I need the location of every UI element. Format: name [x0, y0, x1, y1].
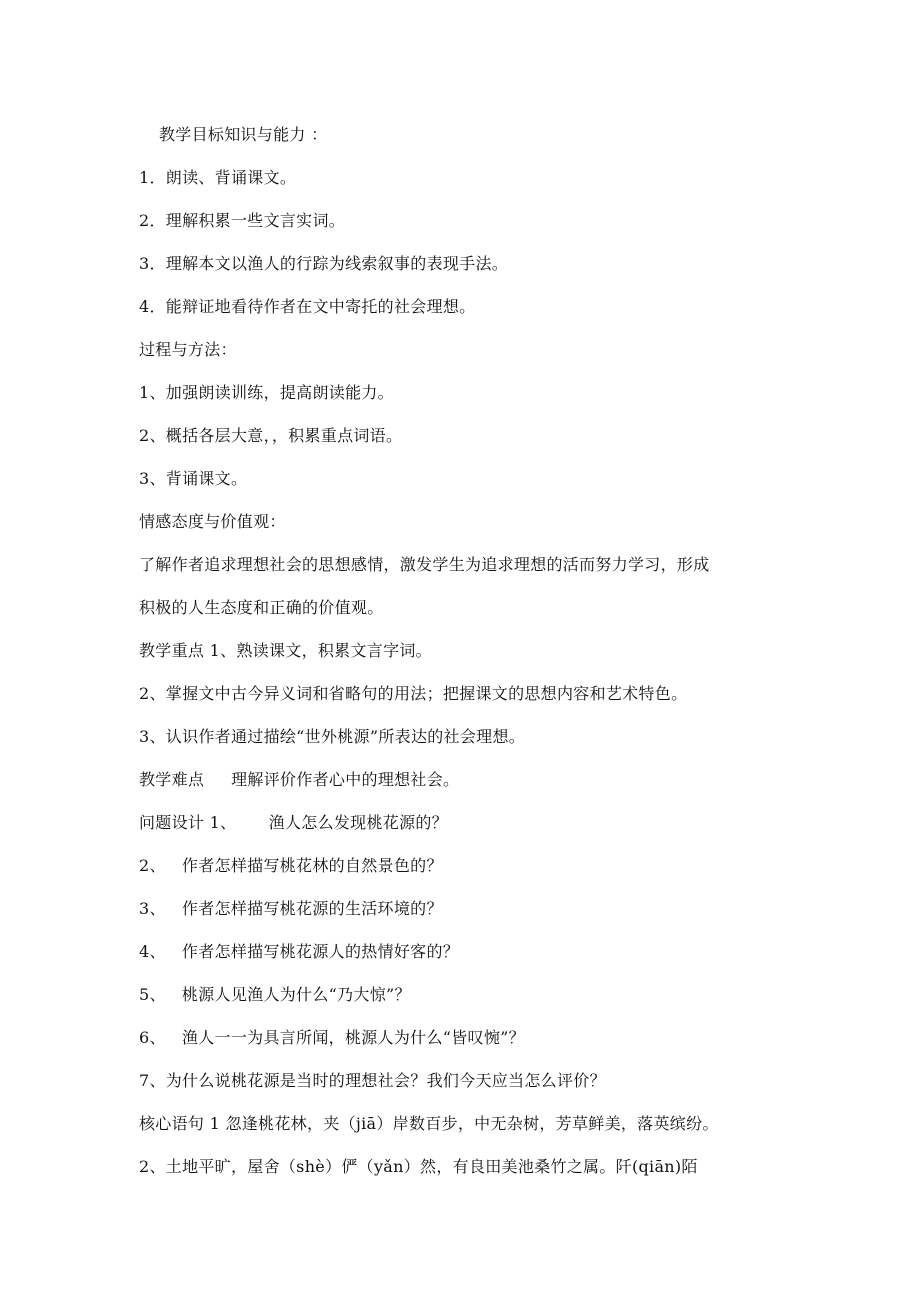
- section-heading-process: 过程与方法：: [139, 340, 237, 359]
- question-item: 3、 作者怎样描写桃花源的生活环境的？: [139, 899, 443, 918]
- paragraph-line: 1．朗读、背诵课文。: [139, 168, 297, 187]
- question-item: 5、 桃源人见渔人为什么“乃大惊”？: [139, 985, 411, 1004]
- question-item: 7、为什么说桃花源是当时的理想社会？我们今天应当怎么评价？: [139, 1071, 606, 1090]
- paragraph-line: 3、背诵课文。: [139, 469, 248, 488]
- paragraph-line: 积极的人生态度和正确的价值观。: [139, 598, 384, 617]
- question-item: 6、 渔人一一为具言所闻，桃源人为什么“皆叹惋”？: [139, 1028, 525, 1047]
- paragraph-line: 3、认识作者通过描绘“世外桃源”所表达的社会理想。: [139, 727, 526, 746]
- paragraph-line: 2、土地平旷，屋舍（shè）俨（yǎn）然，有良田美池桑竹之属。阡(qiān)陌: [139, 1157, 698, 1176]
- paragraph-line: 3．理解本文以渔人的行踪为线索叙事的表现手法。: [139, 254, 509, 273]
- paragraph-line: 4．能辩证地看待作者在文中寄托的社会理想。: [139, 297, 476, 316]
- question-item: 2、 作者怎样描写桃花林的自然景色的？: [139, 856, 443, 875]
- section-heading-questions: 问题设计 1、 渔人怎么发现桃花源的？: [139, 813, 448, 832]
- paragraph-line: 2、概括各层大意，，积累重点词语。: [139, 426, 403, 445]
- section-heading-values: 情感态度与价值观：: [139, 512, 286, 531]
- paragraph-line: 1、加强朗读训练，提高朗读能力。: [139, 383, 394, 402]
- paragraph-line: 了解作者追求理想社会的思想感情，激发学生为追求理想的活而努力学习，形成: [139, 555, 710, 574]
- section-heading-core-sentences: 核心语句 1 忽逢桃花林，夹（jiā）岸数百步，中无杂树，芳草鲜美，落英缤纷。: [139, 1114, 719, 1133]
- section-heading-difficulties: 教学难点 理解评价作者心中的理想社会。: [139, 770, 460, 789]
- paragraph-line: 2、掌握文中古今异义词和省略句的用法；把握课文的思想内容和艺术特色。: [139, 684, 688, 703]
- section-heading-knowledge: 教学目标知识与能力 ：: [159, 125, 328, 144]
- question-item: 4、 作者怎样描写桃花源人的热情好客的？: [139, 942, 460, 961]
- section-heading-key-points: 教学重点 1、熟读课文，积累文言字词。: [139, 641, 432, 660]
- paragraph-line: 2．理解积累一些文言实词。: [139, 211, 346, 230]
